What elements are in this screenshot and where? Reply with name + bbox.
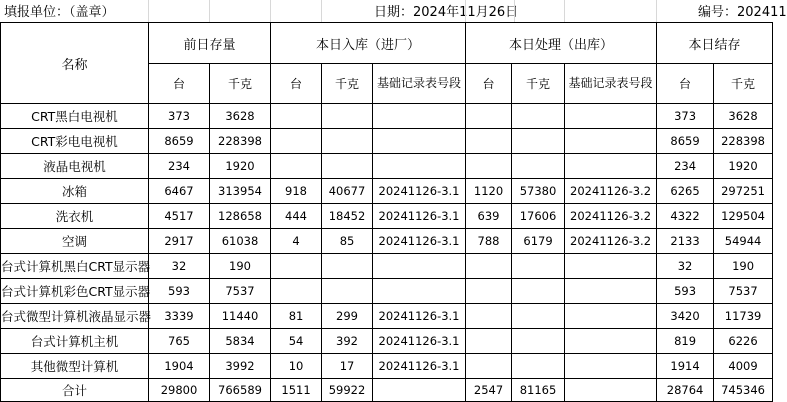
item-name-cell: 洗衣机: [1, 204, 149, 229]
processed-kg-cell: [512, 354, 565, 379]
subheader-units: 台: [466, 64, 512, 104]
inbound-units-cell: 10: [271, 354, 322, 379]
processed-record-code-cell: 20241126-3.2: [565, 179, 657, 204]
processed-units-cell: [466, 304, 512, 329]
processed-units-cell: 2547: [466, 379, 512, 402]
previous-units-cell: 593: [149, 279, 210, 304]
gridline: [270, 0, 271, 22]
group-header-processed: 本日处理（出库）: [466, 23, 657, 64]
previous-kg-cell: 1920: [210, 154, 271, 179]
previous-kg-cell: 190: [210, 254, 271, 279]
gridline: [564, 0, 565, 22]
subheader-kg: 千克: [714, 64, 773, 104]
processed-kg-cell: 81165: [512, 379, 565, 402]
total-row: [1, 379, 773, 402]
processed-kg-cell: 17606: [512, 204, 565, 229]
inbound-kg-cell: 18452: [322, 204, 373, 229]
gridline: [514, 0, 515, 22]
inbound-units-cell: 444: [271, 204, 322, 229]
processed-record-code-cell: [565, 104, 657, 129]
processed-record-code-cell: [565, 154, 657, 179]
inbound-units-cell: 1511: [271, 379, 322, 402]
processed-record-code-cell: [565, 354, 657, 379]
balance-units-cell: 1914: [657, 354, 714, 379]
item-name-cell: CRT黑白电视机: [1, 104, 149, 129]
balance-units-cell: 28764: [657, 379, 714, 402]
item-name-cell: 台式计算机黑白CRT显示器: [1, 254, 149, 279]
inbound-kg-cell: [322, 254, 373, 279]
processed-units-cell: [466, 104, 512, 129]
item-name-cell: 空调: [1, 229, 149, 254]
group-header-previous-stock: 前日存量: [149, 23, 271, 64]
table-row: [1, 329, 773, 354]
item-name-cell: 其他微型计算机: [1, 354, 149, 379]
gridline: [321, 0, 322, 22]
previous-kg-cell: 11440: [210, 304, 271, 329]
table-row: [1, 154, 773, 179]
inbound-units-cell: 81: [271, 304, 322, 329]
previous-units-cell: 234: [149, 154, 210, 179]
inbound-record-code-cell: 20241126-3.1: [373, 329, 466, 354]
balance-kg-cell: 11739: [714, 304, 773, 329]
processed-kg-cell: [512, 254, 565, 279]
previous-units-cell: 32: [149, 254, 210, 279]
table-row: [1, 254, 773, 279]
balance-units-cell: 4322: [657, 204, 714, 229]
previous-kg-cell: 7537: [210, 279, 271, 304]
processed-record-code-cell: [565, 254, 657, 279]
inbound-record-code-cell: [373, 104, 466, 129]
inbound-record-code-cell: [373, 154, 466, 179]
inbound-kg-cell: [322, 129, 373, 154]
balance-kg-cell: 190: [714, 254, 773, 279]
gridline: [148, 0, 149, 22]
table-row: [1, 129, 773, 154]
gridline: [465, 0, 466, 22]
inbound-units-cell: [271, 129, 322, 154]
processed-record-code-cell: [565, 129, 657, 154]
balance-units-cell: 8659: [657, 129, 714, 154]
inbound-kg-cell: 85: [322, 229, 373, 254]
inbound-kg-cell: 17: [322, 354, 373, 379]
previous-units-cell: 765: [149, 329, 210, 354]
balance-units-cell: 593: [657, 279, 714, 304]
inbound-record-code-cell: [373, 379, 466, 402]
previous-kg-cell: 766589: [210, 379, 271, 402]
inventory-table: [0, 22, 773, 402]
previous-kg-cell: 5834: [210, 329, 271, 354]
processed-units-cell: [466, 154, 512, 179]
processed-record-code-cell: 20241126-3.2: [565, 204, 657, 229]
inbound-record-code-cell: 20241126-3.1: [373, 179, 466, 204]
subheader-kg: 千克: [322, 64, 373, 104]
previous-units-cell: 29800: [149, 379, 210, 402]
processed-kg-cell: [512, 304, 565, 329]
inbound-units-cell: 54: [271, 329, 322, 354]
processed-units-cell: [466, 129, 512, 154]
processed-kg-cell: 57380: [512, 179, 565, 204]
processed-kg-cell: [512, 154, 565, 179]
inbound-kg-cell: 392: [322, 329, 373, 354]
balance-kg-cell: 228398: [714, 129, 773, 154]
processed-record-code-cell: [565, 304, 657, 329]
inbound-record-code-cell: 20241126-3.1: [373, 229, 466, 254]
processed-kg-cell: [512, 279, 565, 304]
previous-kg-cell: 128658: [210, 204, 271, 229]
processed-units-cell: 1120: [466, 179, 512, 204]
report-header: [0, 0, 787, 22]
inbound-kg-cell: 59922: [322, 379, 373, 402]
processed-record-code-cell: [565, 329, 657, 354]
balance-kg-cell: 745346: [714, 379, 773, 402]
previous-kg-cell: 313954: [210, 179, 271, 204]
balance-kg-cell: 129504: [714, 204, 773, 229]
processed-units-cell: [466, 254, 512, 279]
item-name-cell: 台式计算机彩色CRT显示器: [1, 279, 149, 304]
inbound-units-cell: [271, 254, 322, 279]
balance-kg-cell: 4009: [714, 354, 773, 379]
balance-kg-cell: 54944: [714, 229, 773, 254]
inbound-kg-cell: 40677: [322, 179, 373, 204]
balance-units-cell: 3420: [657, 304, 714, 329]
balance-kg-cell: 6226: [714, 329, 773, 354]
balance-kg-cell: 3628: [714, 104, 773, 129]
balance-kg-cell: 7537: [714, 279, 773, 304]
subheader-record-code: 基础记录表号段: [565, 64, 657, 104]
balance-units-cell: 373: [657, 104, 714, 129]
processed-kg-cell: [512, 104, 565, 129]
balance-kg-cell: 297251: [714, 179, 773, 204]
inbound-record-code-cell: 20241126-3.1: [373, 354, 466, 379]
inbound-record-code-cell: 20241126-3.1: [373, 204, 466, 229]
previous-units-cell: 3339: [149, 304, 210, 329]
inbound-units-cell: [271, 104, 322, 129]
subheader-units: 台: [149, 64, 210, 104]
item-name-cell: CRT彩电电视机: [1, 129, 149, 154]
processed-kg-cell: [512, 329, 565, 354]
processed-kg-cell: [512, 129, 565, 154]
inbound-units-cell: [271, 154, 322, 179]
previous-kg-cell: 228398: [210, 129, 271, 154]
previous-units-cell: 373: [149, 104, 210, 129]
previous-units-cell: 2917: [149, 229, 210, 254]
subheader-kg: 千克: [210, 64, 271, 104]
inbound-units-cell: [271, 279, 322, 304]
previous-kg-cell: 3992: [210, 354, 271, 379]
item-name-cell: 液晶电视机: [1, 154, 149, 179]
processed-units-cell: [466, 329, 512, 354]
table-row: [1, 104, 773, 129]
balance-units-cell: 234: [657, 154, 714, 179]
table-row: [1, 354, 773, 379]
subheader-units: 台: [657, 64, 714, 104]
inbound-record-code-cell: [373, 279, 466, 304]
item-name-cell: 冰箱: [1, 179, 149, 204]
processed-units-cell: 788: [466, 229, 512, 254]
processed-units-cell: [466, 279, 512, 304]
group-header-balance: 本日结存: [657, 23, 773, 64]
gridline: [209, 0, 210, 22]
inbound-kg-cell: [322, 279, 373, 304]
previous-units-cell: 1904: [149, 354, 210, 379]
processed-kg-cell: 6179: [512, 229, 565, 254]
processed-record-code-cell: 20241126-3.2: [565, 229, 657, 254]
header-row: [1, 23, 773, 64]
table-row: [1, 179, 773, 204]
gridline: [656, 0, 657, 22]
previous-units-cell: 6467: [149, 179, 210, 204]
group-header-inbound: 本日入库（进厂）: [271, 23, 466, 64]
processed-record-code-cell: [565, 279, 657, 304]
item-name-cell: 台式计算机主机: [1, 329, 149, 354]
subheader-units: 台: [271, 64, 322, 104]
subheader-record-code: 基础记录表号段: [373, 64, 466, 104]
inbound-kg-cell: 299: [322, 304, 373, 329]
item-name-cell: 合计: [1, 379, 149, 402]
inbound-kg-cell: [322, 154, 373, 179]
inbound-record-code-cell: 20241126-3.1: [373, 304, 466, 329]
name-column-header: 名称: [1, 23, 149, 104]
inbound-record-code-cell: [373, 129, 466, 154]
processed-record-code-cell: [565, 379, 657, 402]
table-row: [1, 304, 773, 329]
balance-kg-cell: 1920: [714, 154, 773, 179]
table-row: [1, 204, 773, 229]
previous-kg-cell: 61038: [210, 229, 271, 254]
report-date: 日期：2024年11月26日: [374, 5, 519, 20]
table-row: [1, 229, 773, 254]
inbound-units-cell: 4: [271, 229, 322, 254]
previous-kg-cell: 3628: [210, 104, 271, 129]
processed-units-cell: 639: [466, 204, 512, 229]
previous-units-cell: 4517: [149, 204, 210, 229]
balance-units-cell: 32: [657, 254, 714, 279]
processed-units-cell: [466, 354, 512, 379]
item-name-cell: 台式微型计算机液晶显示器: [1, 304, 149, 329]
balance-units-cell: 6265: [657, 179, 714, 204]
subheader-kg: 千克: [512, 64, 565, 104]
table-row: [1, 279, 773, 304]
balance-units-cell: 819: [657, 329, 714, 354]
inbound-kg-cell: [322, 104, 373, 129]
previous-units-cell: 8659: [149, 129, 210, 154]
inbound-units-cell: 918: [271, 179, 322, 204]
reporting-unit-label: 填报单位：（盖章）: [4, 5, 115, 20]
balance-units-cell: 2133: [657, 229, 714, 254]
report-number: 编号：202411: [698, 5, 787, 20]
inbound-record-code-cell: [373, 254, 466, 279]
